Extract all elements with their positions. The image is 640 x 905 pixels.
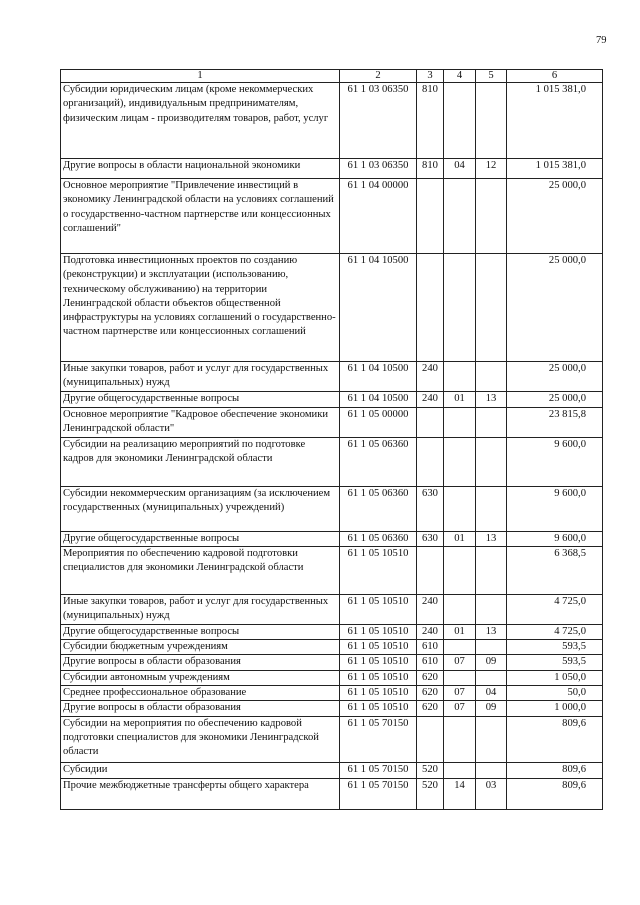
table-row (61, 179, 603, 254)
column-header: 1 (61, 70, 340, 83)
table-row (61, 408, 603, 438)
row-section-code (444, 486, 476, 531)
row-name: Другие вопросы в области образования (61, 701, 340, 716)
header-row (61, 70, 603, 83)
row-name: Основное мероприятие "Привлечение инвестиций в экономику Ленинградской области на условиях соглашений о государственно-частном партнерстве или концессионных соглашений" (61, 179, 340, 254)
row-section-code (444, 408, 476, 438)
row-subsection-code (476, 362, 507, 392)
row-amount: 25 000,0 (507, 392, 603, 408)
row-subsection-code: 09 (476, 655, 507, 670)
row-subsection-code (476, 437, 507, 486)
row-code: 61 1 04 10500 (340, 254, 417, 362)
row-name: Другие вопросы в области образования (61, 655, 340, 670)
row-amount: 50,0 (507, 686, 603, 701)
row-subsection-code (476, 546, 507, 594)
table-row (61, 362, 603, 392)
row-name: Субсидии на реализацию мероприятий по подготовке кадров для экономики Ленинградской области (61, 437, 340, 486)
row-code: 61 1 05 10510 (340, 686, 417, 701)
column-header: 4 (444, 70, 476, 83)
row-type-code: 240 (417, 594, 444, 624)
table-row (61, 701, 603, 716)
row-section-code: 01 (444, 531, 476, 546)
table-row (61, 531, 603, 546)
table-row (61, 670, 603, 685)
row-name: Субсидии некоммерческим организациям (за исключением государственных (муниципальных) учреждений) (61, 486, 340, 531)
row-section-code: 01 (444, 624, 476, 639)
row-amount: 9 600,0 (507, 531, 603, 546)
row-code: 61 1 05 10510 (340, 701, 417, 716)
column-header: 3 (417, 70, 444, 83)
row-amount: 593,5 (507, 655, 603, 670)
row-amount: 1 015 381,0 (507, 83, 603, 159)
row-section-code (444, 254, 476, 362)
row-subsection-code (476, 670, 507, 685)
row-subsection-code (476, 408, 507, 438)
row-code: 61 1 05 06360 (340, 531, 417, 546)
row-code: 61 1 04 10500 (340, 392, 417, 408)
row-type-code: 630 (417, 486, 444, 531)
table-row (61, 83, 603, 159)
row-type-code: 520 (417, 762, 444, 778)
row-code: 61 1 04 00000 (340, 179, 417, 254)
row-subsection-code (476, 594, 507, 624)
row-type-code: 810 (417, 159, 444, 179)
row-code: 61 1 05 10510 (340, 655, 417, 670)
row-amount: 593,5 (507, 640, 603, 655)
row-amount: 25 000,0 (507, 362, 603, 392)
row-name: Основное мероприятие "Кадровое обеспечение экономики Ленинградской области" (61, 408, 340, 438)
table-row (61, 624, 603, 639)
row-type-code: 520 (417, 778, 444, 809)
row-code: 61 1 05 10510 (340, 640, 417, 655)
row-amount: 1 015 381,0 (507, 159, 603, 179)
row-name: Субсидии на мероприятия по обеспечению кадровой подготовки специалистов для экономики Ленинградской области (61, 716, 340, 762)
row-type-code (417, 546, 444, 594)
row-code: 61 1 05 10510 (340, 670, 417, 685)
row-code: 61 1 05 70150 (340, 762, 417, 778)
row-type-code: 240 (417, 624, 444, 639)
row-subsection-code: 09 (476, 701, 507, 716)
row-type-code: 610 (417, 655, 444, 670)
column-header: 6 (507, 70, 603, 83)
row-amount: 23 815,8 (507, 408, 603, 438)
column-header: 5 (476, 70, 507, 83)
row-section-code: 14 (444, 778, 476, 809)
row-code: 61 1 05 70150 (340, 716, 417, 762)
row-subsection-code: 13 (476, 392, 507, 408)
row-code: 61 1 04 10500 (340, 362, 417, 392)
table-row (61, 546, 603, 594)
row-subsection-code: 13 (476, 531, 507, 546)
row-amount: 1 000,0 (507, 701, 603, 716)
row-name: Субсидии юридическим лицам (кроме некоммерческих организаций), индивидуальным предпринимателям, физическим лицам - производителям товаров, работ, услуг (61, 83, 340, 159)
row-name: Иные закупки товаров, работ и услуг для государственных (муниципальных) нужд (61, 362, 340, 392)
row-name: Среднее профессиональное образование (61, 686, 340, 701)
row-subsection-code (476, 83, 507, 159)
row-subsection-code (476, 640, 507, 655)
row-subsection-code: 03 (476, 778, 507, 809)
row-code: 61 1 03 06350 (340, 159, 417, 179)
row-type-code (417, 437, 444, 486)
row-type-code: 630 (417, 531, 444, 546)
row-section-code (444, 594, 476, 624)
row-amount: 809,6 (507, 716, 603, 762)
row-section-code: 07 (444, 655, 476, 670)
row-amount: 25 000,0 (507, 254, 603, 362)
row-amount: 6 368,5 (507, 546, 603, 594)
row-name: Иные закупки товаров, работ и услуг для государственных (муниципальных) нужд (61, 594, 340, 624)
table-row (61, 686, 603, 701)
row-section-code (444, 179, 476, 254)
row-amount: 9 600,0 (507, 486, 603, 531)
row-code: 61 1 05 06360 (340, 437, 417, 486)
row-section-code (444, 546, 476, 594)
table-row (61, 762, 603, 778)
row-subsection-code (476, 179, 507, 254)
row-section-code: 07 (444, 701, 476, 716)
row-amount: 25 000,0 (507, 179, 603, 254)
page-number: 79 (596, 35, 607, 46)
row-section-code (444, 83, 476, 159)
row-type-code: 240 (417, 362, 444, 392)
row-type-code: 620 (417, 701, 444, 716)
row-type-code: 610 (417, 640, 444, 655)
row-name: Мероприятия по обеспечению кадровой подготовки специалистов для экономики Ленинградской области (61, 546, 340, 594)
row-section-code (444, 362, 476, 392)
row-subsection-code (476, 486, 507, 531)
row-section-code: 07 (444, 686, 476, 701)
row-section-code (444, 670, 476, 685)
row-subsection-code: 12 (476, 159, 507, 179)
table-row (61, 392, 603, 408)
row-name: Прочие межбюджетные трансферты общего характера (61, 778, 340, 809)
row-type-code (417, 254, 444, 362)
row-name: Другие вопросы в области национальной экономики (61, 159, 340, 179)
row-amount: 809,6 (507, 762, 603, 778)
row-name: Субсидии бюджетным учреждениям (61, 640, 340, 655)
row-code: 61 1 05 70150 (340, 778, 417, 809)
row-name: Подготовка инвестиционных проектов по созданию (реконструкции) и эксплуатации (использованию, техническому обслуживанию) на территории Ленинградской области объектов общественной инфраструктуры на условиях соглашений о государственно-частном партнерстве или концессионных соглашений (61, 254, 340, 362)
row-subsection-code (476, 762, 507, 778)
row-code: 61 1 03 06350 (340, 83, 417, 159)
row-code: 61 1 05 10510 (340, 594, 417, 624)
row-name: Субсидии (61, 762, 340, 778)
row-name: Субсидии автономным учреждениям (61, 670, 340, 685)
row-section-code (444, 762, 476, 778)
row-name: Другие общегосударственные вопросы (61, 624, 340, 639)
table-row (61, 254, 603, 362)
table-row (61, 437, 603, 486)
row-subsection-code (476, 716, 507, 762)
table-row (61, 159, 603, 179)
table-row (61, 640, 603, 655)
budget-table (60, 69, 603, 810)
row-section-code: 04 (444, 159, 476, 179)
table-row (61, 486, 603, 531)
row-amount: 809,6 (507, 778, 603, 809)
row-type-code: 240 (417, 392, 444, 408)
row-type-code: 620 (417, 686, 444, 701)
row-amount: 1 050,0 (507, 670, 603, 685)
table-row (61, 716, 603, 762)
row-name: Другие общегосударственные вопросы (61, 531, 340, 546)
row-amount: 4 725,0 (507, 624, 603, 639)
row-code: 61 1 05 10510 (340, 546, 417, 594)
row-section-code (444, 716, 476, 762)
row-name: Другие общегосударственные вопросы (61, 392, 340, 408)
row-amount: 4 725,0 (507, 594, 603, 624)
row-type-code: 810 (417, 83, 444, 159)
row-code: 61 1 05 10510 (340, 624, 417, 639)
row-type-code (417, 716, 444, 762)
row-code: 61 1 05 00000 (340, 408, 417, 438)
row-subsection-code: 13 (476, 624, 507, 639)
column-header: 2 (340, 70, 417, 83)
table-row (61, 778, 603, 809)
row-section-code: 01 (444, 392, 476, 408)
row-amount: 9 600,0 (507, 437, 603, 486)
row-section-code (444, 640, 476, 655)
table-row (61, 594, 603, 624)
row-type-code (417, 408, 444, 438)
row-section-code (444, 437, 476, 486)
row-type-code (417, 179, 444, 254)
row-code: 61 1 05 06360 (340, 486, 417, 531)
row-subsection-code: 04 (476, 686, 507, 701)
row-type-code: 620 (417, 670, 444, 685)
row-subsection-code (476, 254, 507, 362)
table-row (61, 655, 603, 670)
